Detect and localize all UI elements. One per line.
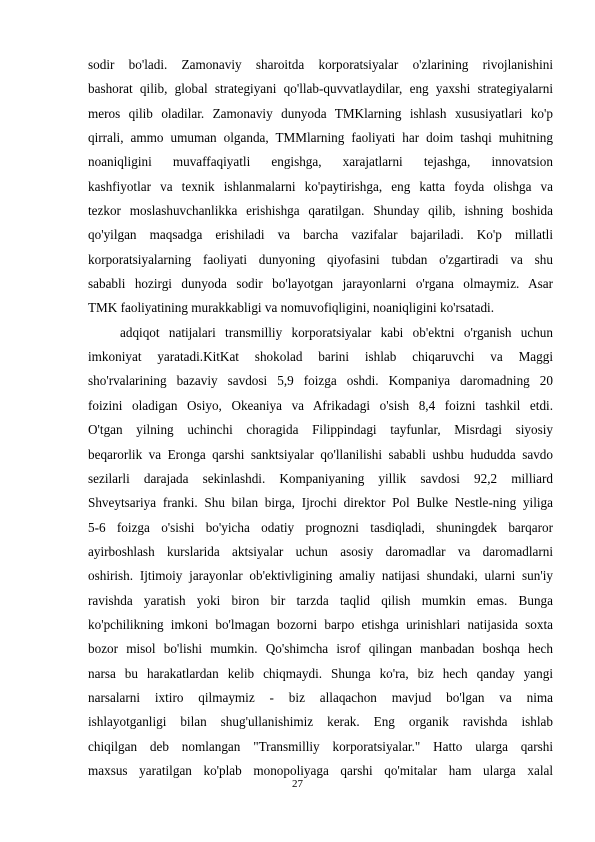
text-line: ishlayotganligi bilan shug'ullanishimiz kerak. Eng organik ravishda ishlab — [88, 714, 553, 730]
text-line: bashorat qilib, global strategiyani qo'llab-quvvatlaydilar, eng yaxshi strategiyalarni — [88, 81, 553, 97]
text-line: kashfiyotlar va texnik ishlanmalarni ko'paytirishga, eng katta foyda olishga va — [88, 178, 553, 194]
text-line: 5-6 foizga o'sishi bo'yicha odatiy prognozni tasdiqladi, shuningdek barqaror — [88, 519, 553, 535]
text-line: imkoniyat yaratadi.KitKat shokolad barini ishlab chiqaruvchi va Maggi — [88, 349, 553, 365]
text-line: tezkor moslashuvchanlikka erishishga qaratilgan. Shunday qilib, ishning boshida — [88, 203, 553, 219]
text-line: Shveytsariya franki. Shu bilan birga, Ijrochi direktor Pol Bulke Nestle-ning yiliga — [88, 495, 553, 511]
text-line: qo'yilgan maqsadga erishiladi va barcha vazifalar bajariladi. Ko'p millatli — [88, 227, 553, 243]
text-line: narsalarni ixtiro qilmaymiz - biz allaqachon mavjud bo'lgan va nima — [88, 689, 553, 705]
text-line: ko'pchilikning imkoni bo'lmagan bozorni barpo etishga urinishlari natijasida soxta — [88, 616, 553, 632]
text-line: bozor misol bo'lishi mumkin. Qo'shimcha isrof qilingan manbadan boshqa hech — [88, 641, 553, 657]
text-line: sababli hozirgi dunyoda sodir bo'layotgan jarayonlarni o'rgana olmaymiz. Asar — [88, 276, 553, 292]
text-line: qirrali, ammo umuman olganda, TMMlarning faoliyati har doim tashqi muhitning — [88, 130, 553, 146]
text-line: narsa bu harakatlardan kelib chiqmaydi. Shunga ko'ra, biz hech qanday yangi — [88, 665, 553, 681]
text-line: beqarorlik va Eronga qarshi sanktsiyalar qo'llanilishi sababli ushbu hududda savdo — [88, 446, 553, 462]
body-text — [88, 53, 553, 783]
text-line: meros qilib oladilar. Zamonaviy dunyoda TMKlarning ishlash xususiyatlari ko'p — [88, 105, 553, 121]
text-line: korporatsiyalarning faoliyati dunyoning qiyofasini tubdan o'zgartiradi va shu — [88, 251, 553, 267]
text-line: noaniqligini muvaffaqiyatli engishga, xarajatlarni tejashga, innovatsion — [88, 154, 553, 170]
text-line: sho'rvalarining bazaviy savdosi 5,9 foizga oshdi. Kompaniya daromadning 20 — [88, 373, 553, 389]
text-line: TMK faoliyatining murakkabligi va nomuvofiqligini, noaniqligini ko'rsatadi. — [88, 300, 494, 316]
text-line: ayirboshlash kurslarida aktsiyalar uchun asosiy daromadlar va daromadlarni — [88, 543, 553, 559]
text-line: O'tgan yilning uchinchi choragida Filippindagi tayfunlar, Misrdagi siyosiy — [88, 422, 553, 438]
page-number: 27 — [292, 778, 303, 790]
text-line: sodir bo'ladi. Zamonaviy sharoitda korporatsiyalar o'zlarining rivojlanishini — [88, 57, 553, 72]
text-line: sezilarli darajada sekinlashdi. Kompaniyaning yillik savdosi 92,2 milliard — [88, 470, 553, 486]
text-line: adqiqot natijalari transmilliy korporatsiyalar kabi ob'ektni o'rganish uchun — [120, 324, 553, 340]
text-line: oshirish. Ijtimoiy jarayonlar ob'ektivligining amaliy natijasi shundaki, ularni sun'iy — [88, 568, 553, 584]
text-line: ravishda yaratish yoki biron bir tarzda taqlid qilish mumkin emas. Bunga — [88, 592, 553, 608]
text-line: foizini oladigan Osiyo, Okeaniya va Afrikadagi o'sish 8,4 foizni tashkil etdi. — [88, 397, 553, 413]
text-line: chiqilgan deb nomlangan "Transmilliy korporatsiyalar." Hatto ularga qarshi — [88, 738, 553, 754]
text-line: maxsus yaratilgan ko'plab monopoliyaga qarshi qo'mitalar ham ularga xalal — [88, 762, 553, 778]
